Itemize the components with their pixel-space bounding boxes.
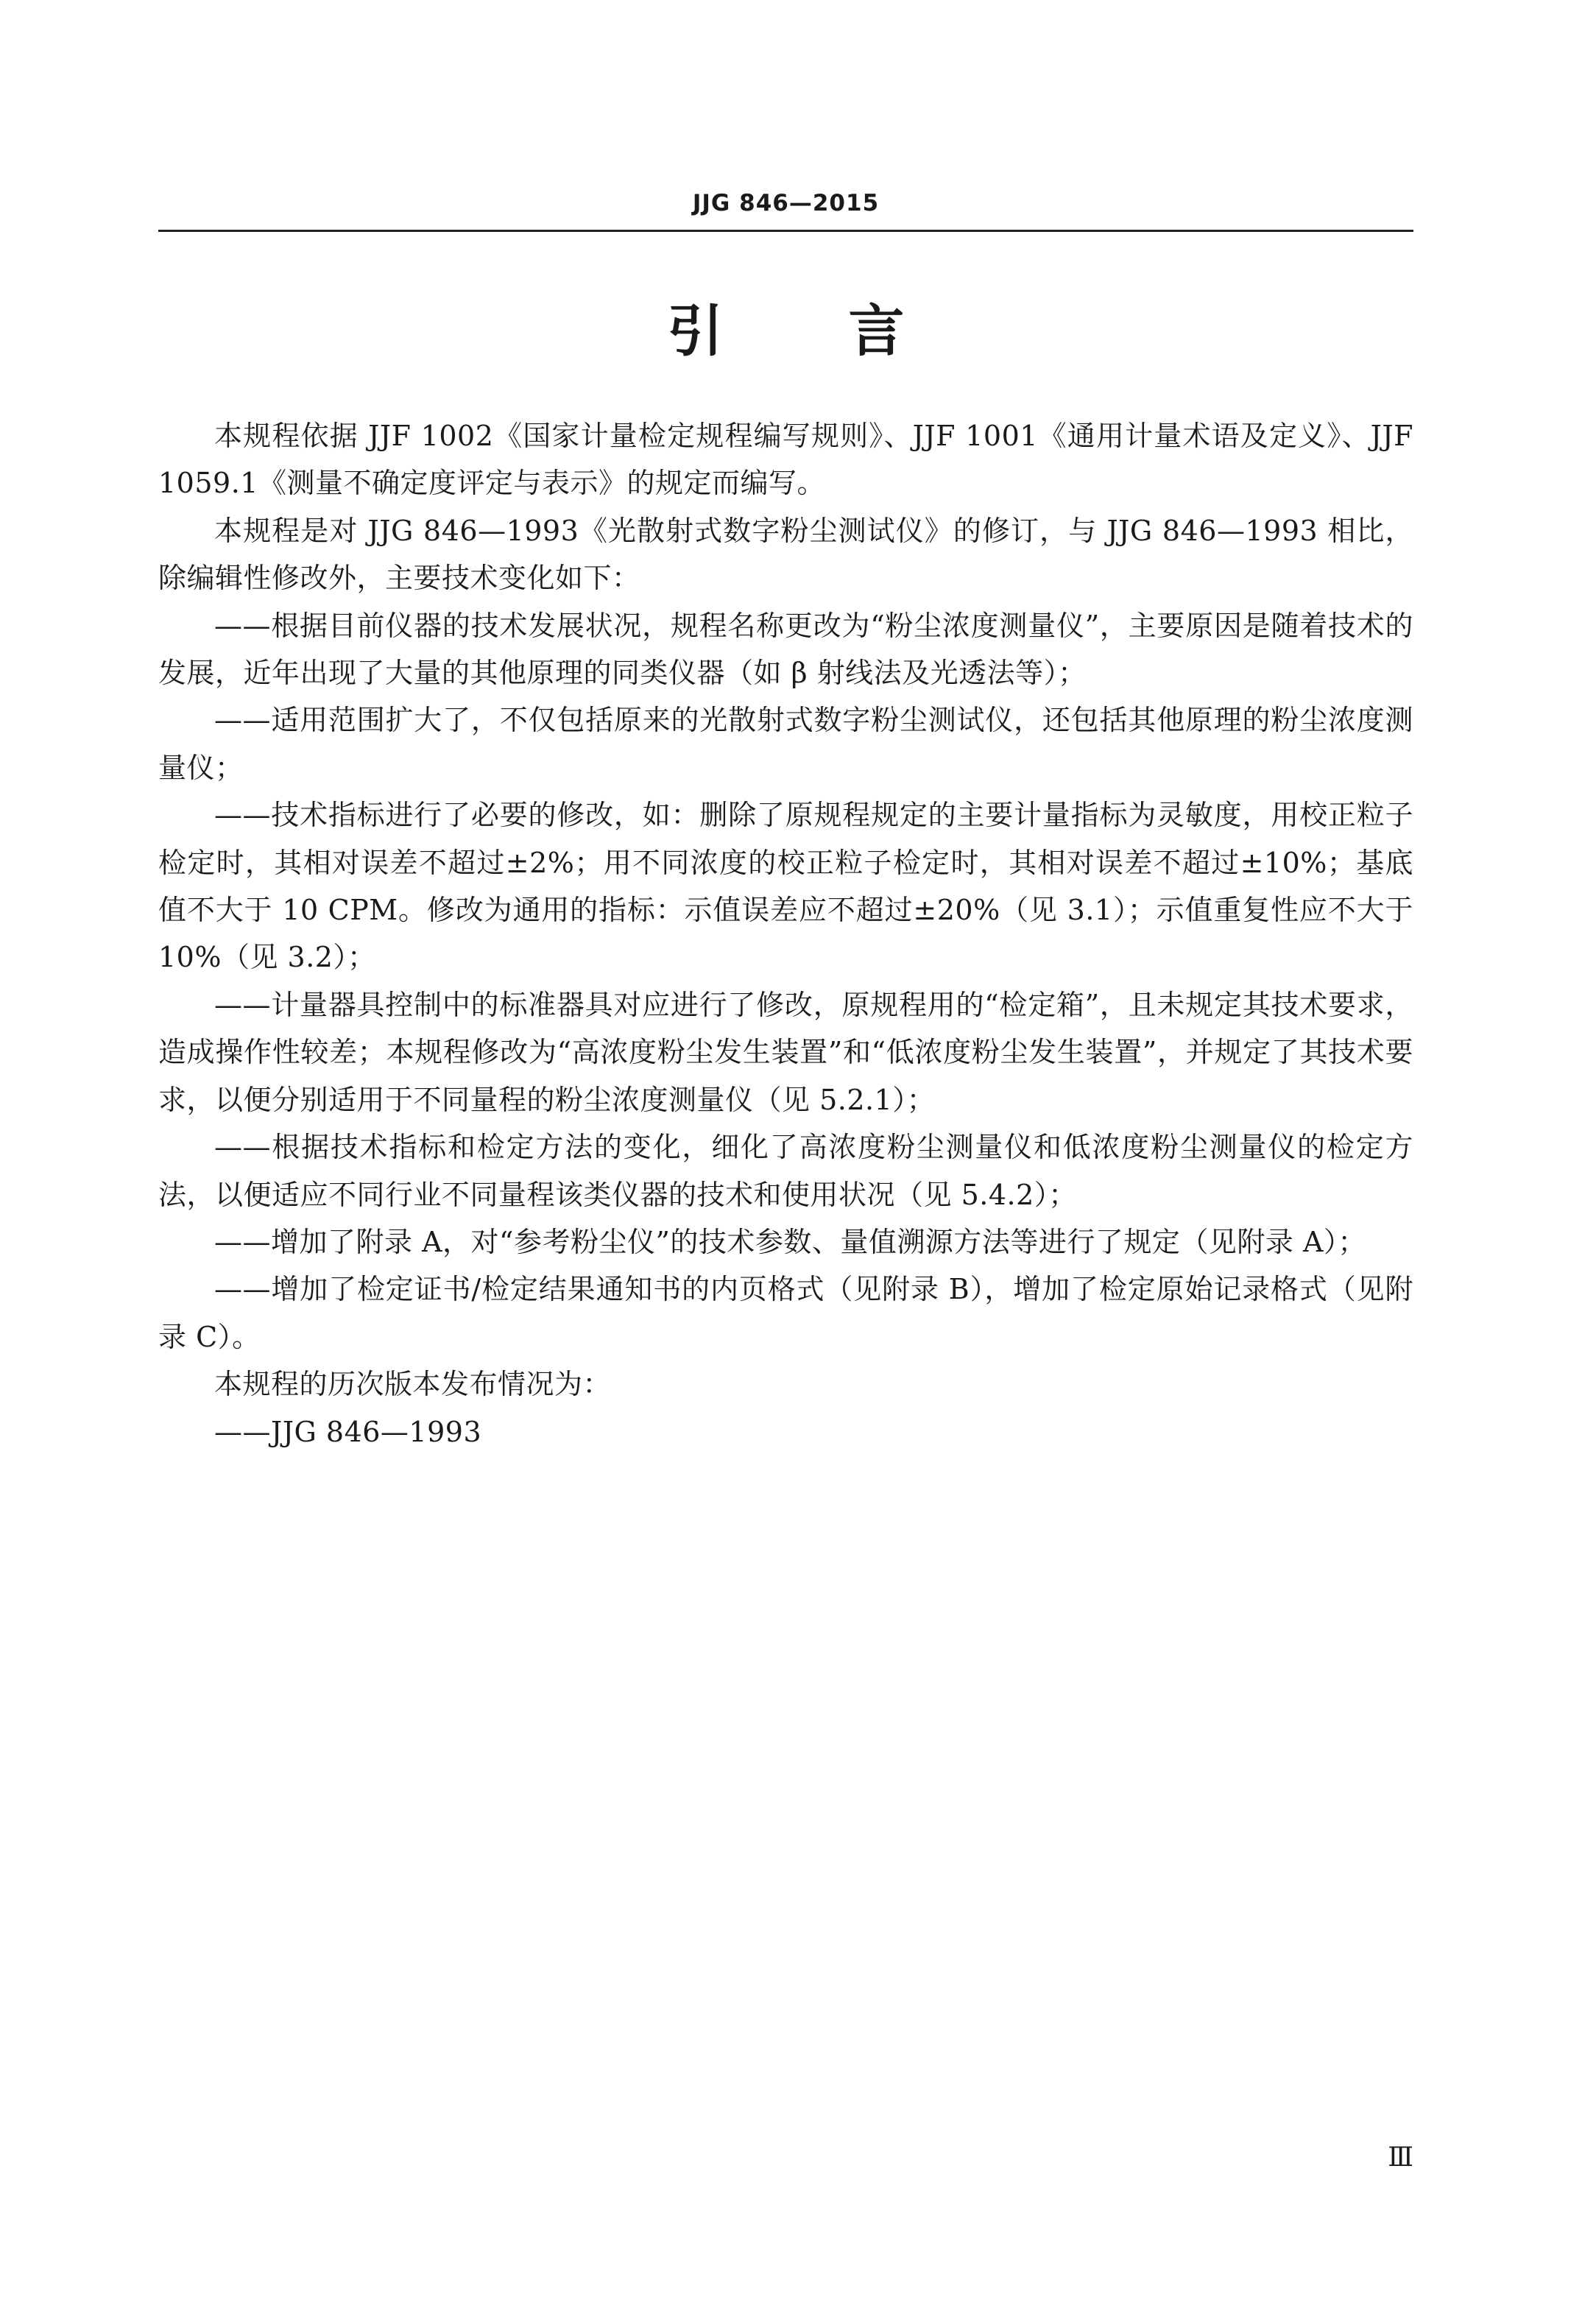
- title-char-2: 言: [848, 298, 905, 364]
- section-title: [158, 298, 1413, 364]
- list-item-standard-equipment: ——计量器具控制中的标准器具对应进行了修改，原规程用的“检定箱”，且未规定其技术要求，造成操作性较差；本规程修改为“高浓度粉尘发生装置”和“低浓度粉尘发生装置”，并规定了其技术要求，以便分别适用于不同量程的粉尘浓度测量仪（见 5.2.1）；: [158, 988, 1413, 1116]
- list-item-appendix-a: ——增加了附录 A，对“参考粉尘仪”的技术参数、量值溯源方法等进行了规定（见附录 A）；: [214, 1225, 1366, 1258]
- list-item-appendix-bc: ——增加了检定证书/检定结果通知书的内页格式（见附录 B），增加了检定原始记录格式（见附录 C）。: [158, 1273, 1413, 1353]
- header-rule: [158, 230, 1413, 232]
- paragraph-revision: 本规程是对 JJG 846—1993《光散射式数字粉尘测试仪》的修订，与 JJG 846—1993 相比，除编辑性修改外，主要技术变化如下：: [158, 514, 1413, 595]
- list-item-name-change: ——根据目前仪器的技术发展状况，规程名称更改为“粉尘浓度测量仪”，主要原因是随着技术的发展，近年出现了大量的其他原理的同类仪器（如 β 射线法及光透法等）；: [158, 609, 1413, 690]
- list-item-previous-version: ——JJG 846—1993: [214, 1415, 482, 1448]
- title-char-1: 引: [667, 298, 724, 364]
- paragraph-basis: 本规程依据 JJF 1002《国家计量检定规程编写规则》、JJF 1001《通用计量术语及定义》、JJF 1059.1《测量不确定度评定与表示》的规定而编写。: [158, 420, 1413, 500]
- paragraph-history: 本规程的历次版本发布情况为：: [214, 1368, 612, 1401]
- page-number: Ⅲ: [1388, 2142, 1413, 2173]
- list-item-technical-indicators: ——技术指标进行了必要的修改，如：删除了原规程规定的主要计量指标为灵敏度，用校正粒子检定时，其相对误差不超过±2%；用不同浓度的校正粒子检定时，其相对误差不超过±10%；基底值不大于 10 CPM。修改为通用的指标：示值误差应不超过±20%（见 3.1）；示值重复性应不大于 10%（见 3.2）；: [158, 799, 1413, 974]
- introduction-body: [158, 412, 1413, 1456]
- standard-code-header: JJG 846—2015: [692, 190, 880, 216]
- list-item-verification-methods: ——根据技术指标和检定方法的变化，细化了高浓度粉尘测量仪和低浓度粉尘测量仪的检定方法，以便适应不同行业不同量程该类仪器的技术和使用状况（见 5.4.2）；: [158, 1131, 1413, 1211]
- list-item-scope: ——适用范围扩大了，不仅包括原来的光散射式数字粉尘测试仪，还包括其他原理的粉尘浓度测量仪；: [158, 704, 1413, 784]
